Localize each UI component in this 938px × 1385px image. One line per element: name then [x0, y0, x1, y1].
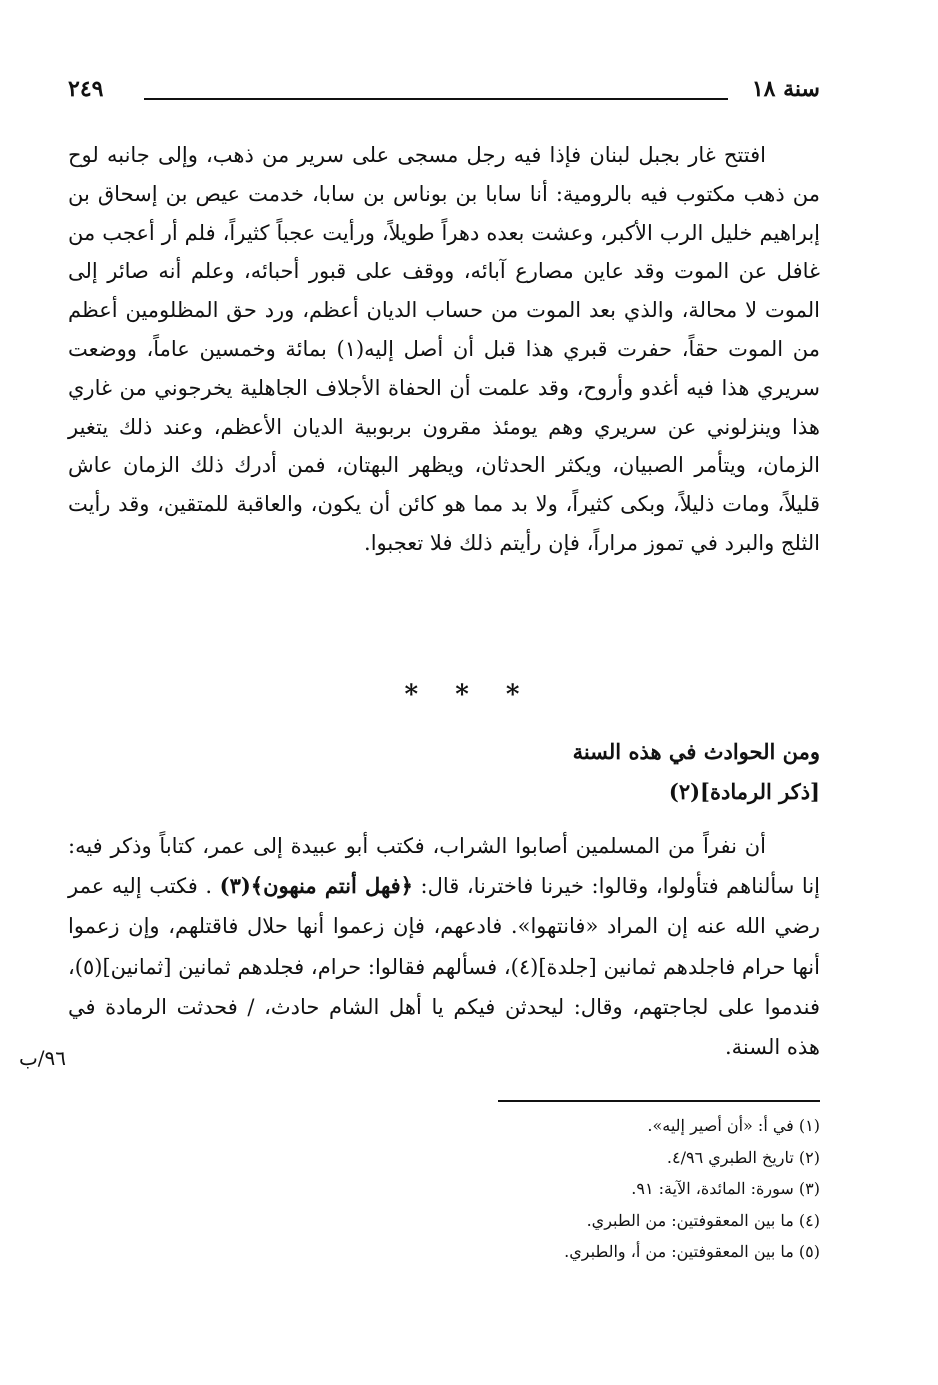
section-heading-block	[68, 732, 820, 812]
footnotes	[68, 1110, 820, 1268]
footnote-rule	[498, 1100, 820, 1102]
passage-paragraph: افتتح غار بجبل لبنان فإذا فيه رجل مسجى على سرير من ذهب، وإلى جانبه لوح من ذهب مكتوب فيه بالرومية: أنا سابا بن بوناس بن سابا، خدمت عيص بن إسحاق بن إبراهيم خليل الرب الأكبر، وعشت بعده دهراً طويلاً، ورأيت عجباً كثيراً، فلم أر أعجب من غافل عن الموت وقد عاين مصارع آبائه، ووقف على قبور أحبائه، وعلم أنه صائر إلى الموت لا محالة، والذي بعد الموت من حساب الديان أعظم، ورد حق المظلومين أعظم من الموت حقاً، حفرت قبري هذا قبل أن أصل إليه(١) بمائة وخمسين عاماً، ووضعت سريري هذا فيه أغدو وأروح، وقد علمت أن الحفاة الأجلاف الجاهلية يخرجوني من غاري هذا وينزلوني عن سريري وهم يومئذ مقرون بربوبية الديان الأعظم، وعند ذلك يتغير الزمان، ويتأمر الصبيان، ويكثر الحدثان، ويظهر البهتان، فمن أدرك ذلك الزمان عاش قليلاً، ومات ذليلاً، وبكى كثيراً، ولا بد مما هو كائن أن يكون، والعاقبة للمتقين، وقد رأيت الثلج والبرد في تموز مراراً، فإن رأيتم ذلك فلا تعجبوا.	[68, 143, 821, 555]
section-separator: * * *	[404, 680, 534, 710]
running-head	[68, 74, 820, 114]
section-paragraph	[68, 826, 820, 1067]
section-text-part1: أن نفراً من المسلمين أصابوا الشراب، فكتب أبو عبيدة إلى عمر، كتاباً وذكر فيه: إنا سألناهم فتأولوا، وقالوا: خيرنا فاخترنا، قال:	[68, 834, 820, 899]
footnote: (١) في أ: «أن أصير إليه».	[647, 1116, 820, 1135]
section-text-part2: . فكتب إليه عمر رضي الله عنه إن المراد «فانتهوا». فادعهم، فإن زعموا أنها حلال فاقتلهم، وإن زعموا أنها حرام فاجلدهم ثمانين [جلدة](٤)، فسألهم فقالوا: حرام، فجلدهم ثمانين [ثمانين](٥)، فندموا على لجاجتهم، وقال: ليحدثن فيكم يا أهل الشام حادث، / فحدثت الرمادة في هذه السنة.	[68, 874, 820, 1060]
quran-quote: ﴿فهل أنتم منهون﴾(٣)	[219, 873, 413, 899]
footnote: (٢) تاريخ الطبري ٤/٩٦.	[666, 1147, 820, 1167]
page-number: ٢٤٩	[68, 76, 104, 102]
section-heading: ومن الحوادث في هذه السنة	[572, 739, 820, 764]
main-passage	[68, 136, 820, 563]
running-head-year: سنة ١٨	[751, 76, 820, 102]
section-subheading: [ذكر الرمادة](٢)	[668, 779, 820, 804]
section-body	[68, 826, 820, 1067]
manuscript-margin-note: ٩٦/ب	[18, 1046, 66, 1070]
footnote: (٥) ما بين المعقوفتين: من أ، والطبري.	[564, 1242, 820, 1261]
running-head-rule	[144, 98, 728, 100]
footnote: (٤) ما بين المعقوفتين: من الطبري.	[586, 1210, 820, 1230]
footnote: (٣) سورة: المائدة، الآية: ٩١.	[631, 1179, 820, 1198]
